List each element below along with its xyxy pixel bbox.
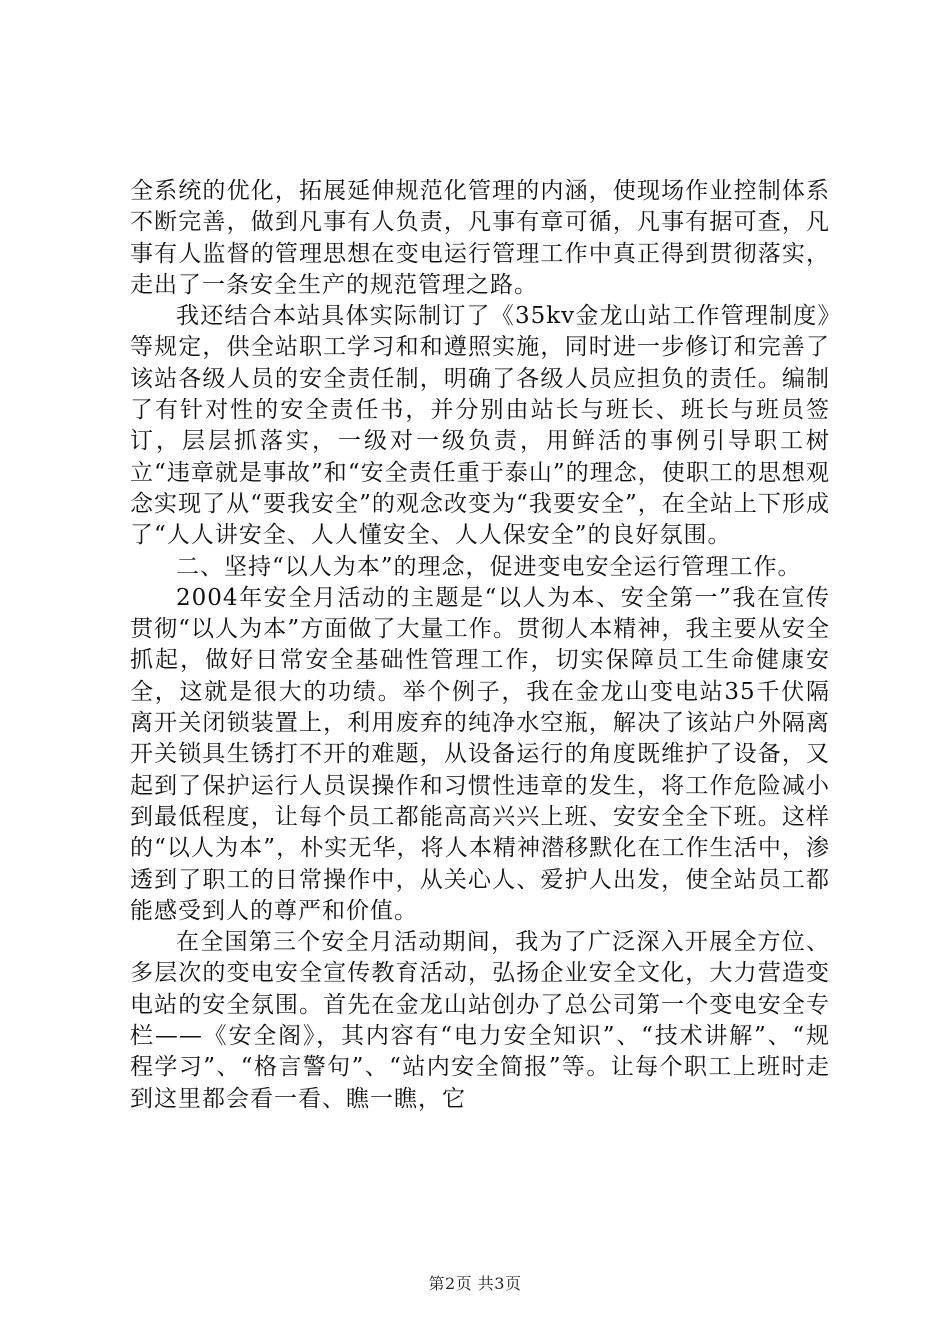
page-footer: [0, 1271, 950, 1294]
paragraph-safety-month-2004: 2004年安全月活动的主题是“以人为本、安全第一”我在宣传贯彻“以人为本”方面做了大量工作。贯彻人本精神，我主要从安全抓起，做好日常安全基础性管理工作，切实保障员工生命健康安全，这就是很大的功绩。举个例子，我在金龙山变电站35千伏隔离开关闭锁装置上，利用废弃的纯净水空瓶，解决了该站户外隔离开关锁具生锈打不开的难题，从设备运行的角度既维护了设备，又起到了保护运行人员误操作和习惯性违章的发生，将工作危险减小到最低程度，让每个员工都能高高兴兴上班、安安全全下班。这样的“以人为本”，朴实无华，将人本精神潜移默化在工作生活中，渗透到了职工的日常操作中，从关心人、爱护人出发，使全站员工都能感受到人的尊严和价值。: [130, 584, 830, 924]
paragraph-continuation: 全系统的优化，拓展延伸规范化管理的内涵，使现场作业控制体系不断完善，做到凡事有人负责，凡事有章可循，凡事有据可查，凡事有人监督的管理思想在变电运行管理工作中真正得到贯彻落实，走出了一条安全生产的规范管理之路。: [130, 178, 830, 298]
page-number: 第2页 共3页: [428, 1274, 522, 1293]
paragraph-management-system: 我还结合本站具体实际制订了《35kv金龙山站工作管理制度》等规定，供全站职工学习和和遵照实施，同时进一步修订和完善了该站各级人员的安全责任制，明确了各级人员应担负的责任。编制了有针对性的安全责任书，并分别由站长与班长、班长与班员签订，层层抓落实，一级对一级负责，用鲜活的事例引导职工树立“违章就是事故”和“安全责任重于泰山”的理念，使职工的思想观念实现了从“要我安全”的观念改变为“我要安全”，在全站上下形成了“人人讲安全、人人懂安全、人人保安全”的良好氛围。: [130, 303, 830, 549]
document-body: [130, 176, 830, 1115]
section-heading-people-oriented: 二、坚持“以人为本”的理念，促进变电安全运行管理工作。: [176, 553, 802, 580]
paragraph-third-safety-month: 在全国第三个安全月活动期间，我为了广泛深入开展全方位、多层次的变电安全宣传教育活动，弘扬企业安全文化，大力营造变电站的安全氛围。首先在金龙山站创办了总公司第一个变电安全专栏——《安全阁》，其内容有“电力安全知识”、“技术讲解”、“规程学习”、“格言警句”、“站内安全简报”等。让每个职工上班时走到这里都会看一看、瞧一瞧，它: [130, 929, 830, 1112]
